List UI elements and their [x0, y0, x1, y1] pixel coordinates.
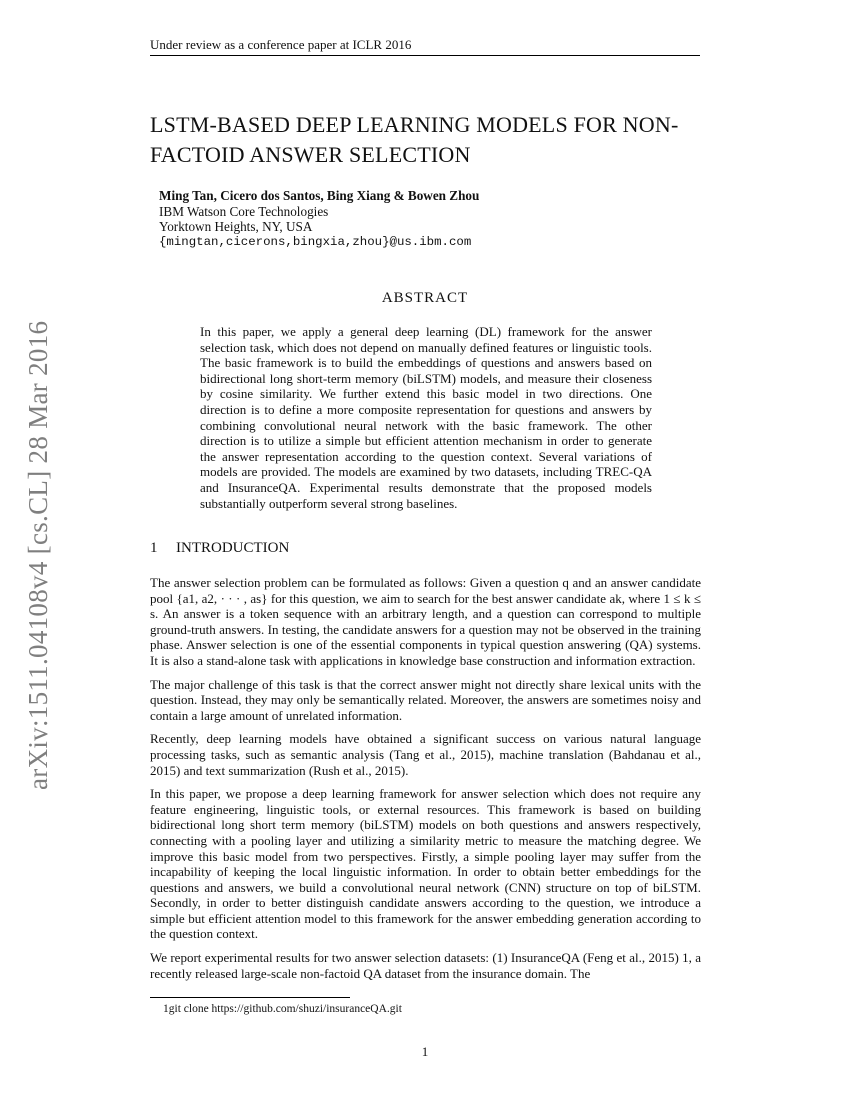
section-heading-introduction: [150, 540, 289, 557]
author-affiliation: IBM Watson Core Technologies: [159, 203, 329, 219]
author-names: Ming Tan, Cicero dos Santos, Bing Xiang & Bowen Zhou: [159, 188, 480, 203]
paragraph: Recently, deep learning models have obtained a significant success on various natural language processing tasks, such as semantic analysis (Tang et al., 2015), machine translation (Bahdanau et al., 2015) and text summarization (Rush et al., 2015).: [150, 731, 701, 778]
title-line-2: FACTOID ANSWER SELECTION: [150, 142, 471, 167]
paragraph: The major challenge of this task is that the correct answer might not directly share lexical units with the question. Instead, they may only be semantically related. Moreover, the answers are sometimes noisy and contain a large amount of unrelated information.: [150, 676, 701, 723]
paragraph: We report experimental results for two answer selection datasets: (1) InsuranceQA (Feng et al., 2015) 1, a recently released large-scale non-factoid QA dataset from the insurance domain. The: [150, 950, 701, 981]
paragraph: The answer selection problem can be formulated as follows: Given a question q and an answer candidate pool {a1, a2, · · · , as} for this question, we aim to search for the best answer candidate ak, where 1 ≤ k ≤ s. An answer is a token sequence with an arbitrary length, and a question can correspond to multiple ground-truth answers. In testing, the candidate answers for a question may not be observed in the training phase. Answer selection is one of the essential components in typical question answering (QA) systems. It is also a stand-alone task with applications in knowledge base construction and information extraction.: [150, 575, 701, 668]
running-header: Under review as a conference paper at ICLR 2016: [150, 37, 412, 52]
author-block: [159, 188, 479, 250]
author-location: Yorktown Heights, NY, USA: [159, 219, 313, 234]
footnote-rule: [150, 997, 350, 998]
author-email: {mingtan,cicerons,bingxia,zhou}@us.ibm.com: [159, 234, 472, 249]
paragraph: In this paper, we propose a deep learning framework for answer selection which does not require any feature engineering, linguistic tools, or external resources. This framework is based on building bidirectional long short term memory (biLSTM) models on both questions and answers respectively, connecting with a pooling layer and utilizing a similarity metric to measure the matching degree. We improve this basic model from two perspectives. Firstly, a simple pooling layer may suffer from the incapability of keeping the local linguistic information. In order to obtain better embeddings for the questions and answers, we build a convolutional neural network (CNN) structure on top of biLSTM. Secondly, in order to better distinguish candidate answers according to the question, we introduce a simple but efficient attention model to this framework for the answer embedding generation according to the question context.: [150, 786, 701, 942]
section-number: 1: [150, 540, 158, 556]
abstract-heading: ABSTRACT: [381, 290, 469, 306]
section-body: [150, 575, 701, 989]
abstract-text: In this paper, we apply a general deep learning (DL) framework for the answer selection task, which does not depend on manually defined features or linguistic tools. The basic framework is to build the embeddings of questions and answers based on bidirectional long short-term memory (biLSTM) models, and measure their closeness by cosine similarity. We further extend this basic model in two directions. One direction is to define a more composite representation for questions and answers by combining convolutional neural network with the basic framework. The other direction is to utilize a simple but efficient attention mechanism in order to generate the answer representation according to the question context. Several variations of models are provided. The models are examined by two datasets, including TREC-QA and InsuranceQA. Experimental results demonstrate that the proposed models substantially outperform several strong baselines.: [200, 324, 652, 511]
arxiv-stamp-text: arXiv:1511.04108v4 [cs.CL] 28 Mar 2016: [23, 320, 53, 790]
header-rule: [150, 55, 700, 56]
title-line-1: LSTM-BASED DEEP LEARNING MODELS FOR NON-: [150, 112, 679, 137]
page-number: 1: [421, 1044, 429, 1059]
section-title: INTRODUCTION: [176, 540, 290, 556]
paper-title: [150, 110, 710, 170]
arxiv-stamp: [23, 290, 63, 790]
footnote: 1git clone https://github.com/shuzi/insuranceQA.git: [163, 1003, 402, 1015]
